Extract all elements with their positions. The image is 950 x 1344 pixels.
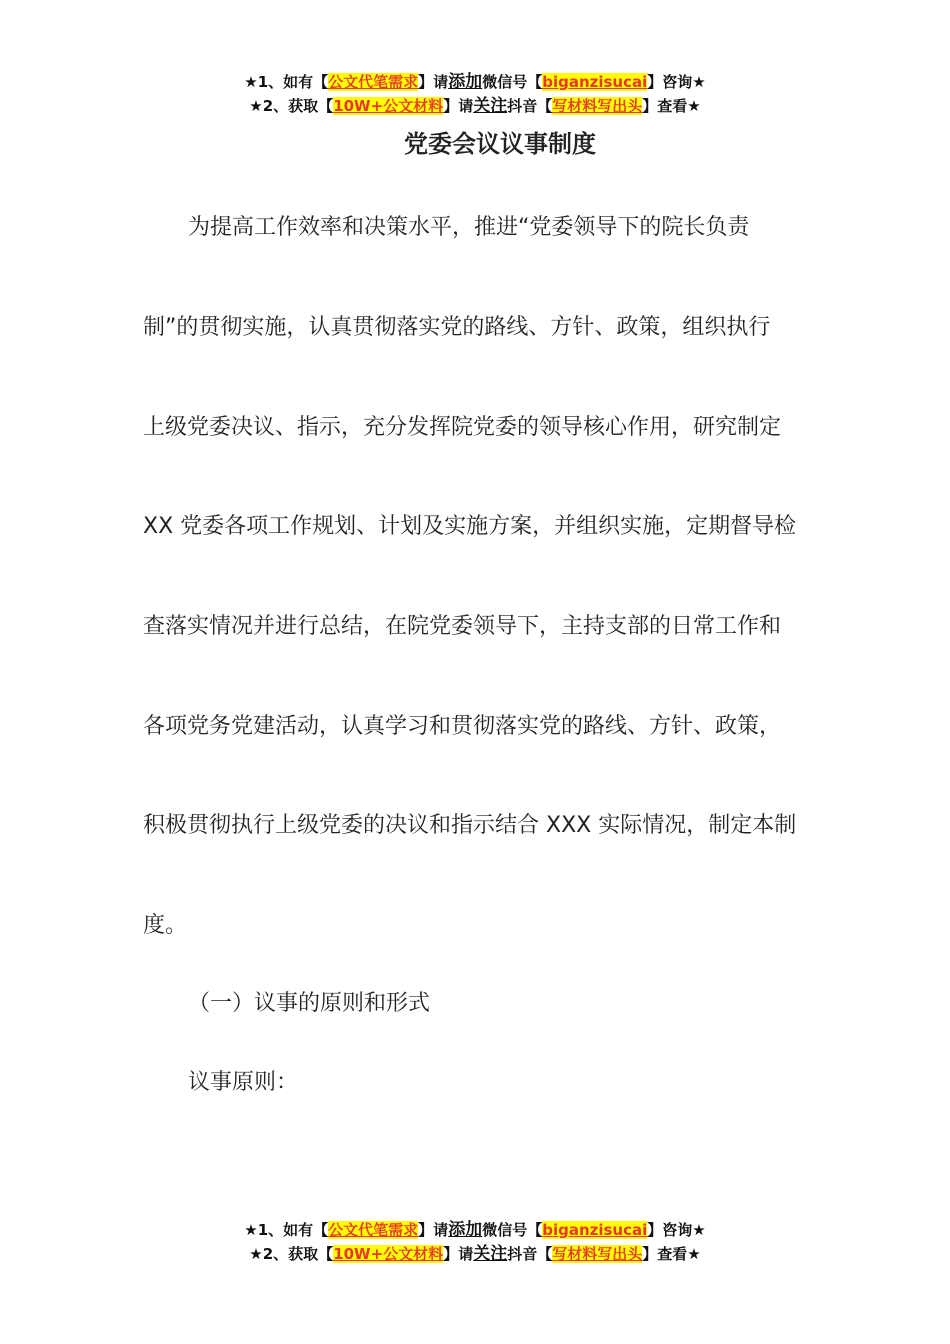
paragraph-line: 查落实情况并进行总结，在院党委领导下，主持支部的日常工作和 (143, 614, 782, 639)
banner-text: 】咨询★ (647, 73, 706, 91)
banner-text: 微信号【 (482, 73, 543, 91)
banner-highlight: 写材料写出头 (552, 97, 643, 115)
banner-text: ★1、如有【 (244, 1221, 329, 1239)
banner-text: 】咨询★ (647, 1221, 706, 1239)
banner-text: ★2、获取【 (249, 97, 334, 115)
banner-text: 抖音【 (507, 97, 553, 115)
banner-line-2 (0, 1242, 950, 1266)
banner-underline: 关注 (473, 96, 508, 116)
banner-underline: 添加 (448, 1220, 483, 1240)
banner-line-2 (0, 94, 950, 118)
banner-line-1 (0, 70, 950, 94)
banner-underline: 添加 (448, 72, 483, 92)
paragraph-line: 上级党委决议、指示，充分发挥院党委的领导核心作用，研究制定 (143, 415, 782, 440)
subheading: 议事原则： (188, 1070, 299, 1095)
banner-underline: 关注 (473, 1244, 508, 1264)
banner-highlight: biganzisucai (542, 1221, 648, 1239)
paragraph-line: 为提高工作效率和决策水平，推进“党委领导下的院长负责 (188, 215, 750, 240)
banner-text: 】请 (443, 97, 474, 115)
paragraph-line: 各项党务党建活动，认真学习和贯彻落实党的路线、方针、政策， (143, 714, 782, 739)
header-banner (0, 70, 950, 118)
document-title: 党委会议议事制度 (404, 130, 596, 158)
banner-text: 】请 (418, 1221, 449, 1239)
banner-line-1 (0, 1218, 950, 1242)
paragraph-line: 度。 (143, 913, 188, 938)
banner-text: ★1、如有【 (244, 73, 329, 91)
banner-highlight: biganzisucai (542, 73, 648, 91)
banner-text: 】查看★ (642, 1245, 701, 1263)
banner-highlight: 写材料写出头 (552, 1245, 643, 1263)
paragraph-line: 积极贯彻执行上级党委的决议和指示结合 XXX 实际情况，制定本制 (143, 813, 797, 838)
banner-text: 微信号【 (482, 1221, 543, 1239)
banner-highlight: 公文代笔需求 (328, 1221, 419, 1239)
banner-text: 】请 (418, 73, 449, 91)
paragraph-line: 制”的贯彻实施，认真贯彻落实党的路线、方针、政策，组织执行 (143, 315, 771, 340)
banner-text: 】请 (443, 1245, 474, 1263)
banner-text: ★2、获取【 (249, 1245, 334, 1263)
banner-highlight: 10W+公文材料 (333, 97, 444, 115)
footer-banner (0, 1218, 950, 1266)
section-heading: （一）议事的原则和形式 (188, 991, 431, 1016)
paragraph-line: XX 党委各项工作规划、计划及实施方案，并组织实施，定期督导检 (143, 514, 797, 539)
banner-text: 】查看★ (642, 97, 701, 115)
banner-highlight: 公文代笔需求 (328, 73, 419, 91)
banner-highlight: 10W+公文材料 (333, 1245, 444, 1263)
banner-text: 抖音【 (507, 1245, 553, 1263)
